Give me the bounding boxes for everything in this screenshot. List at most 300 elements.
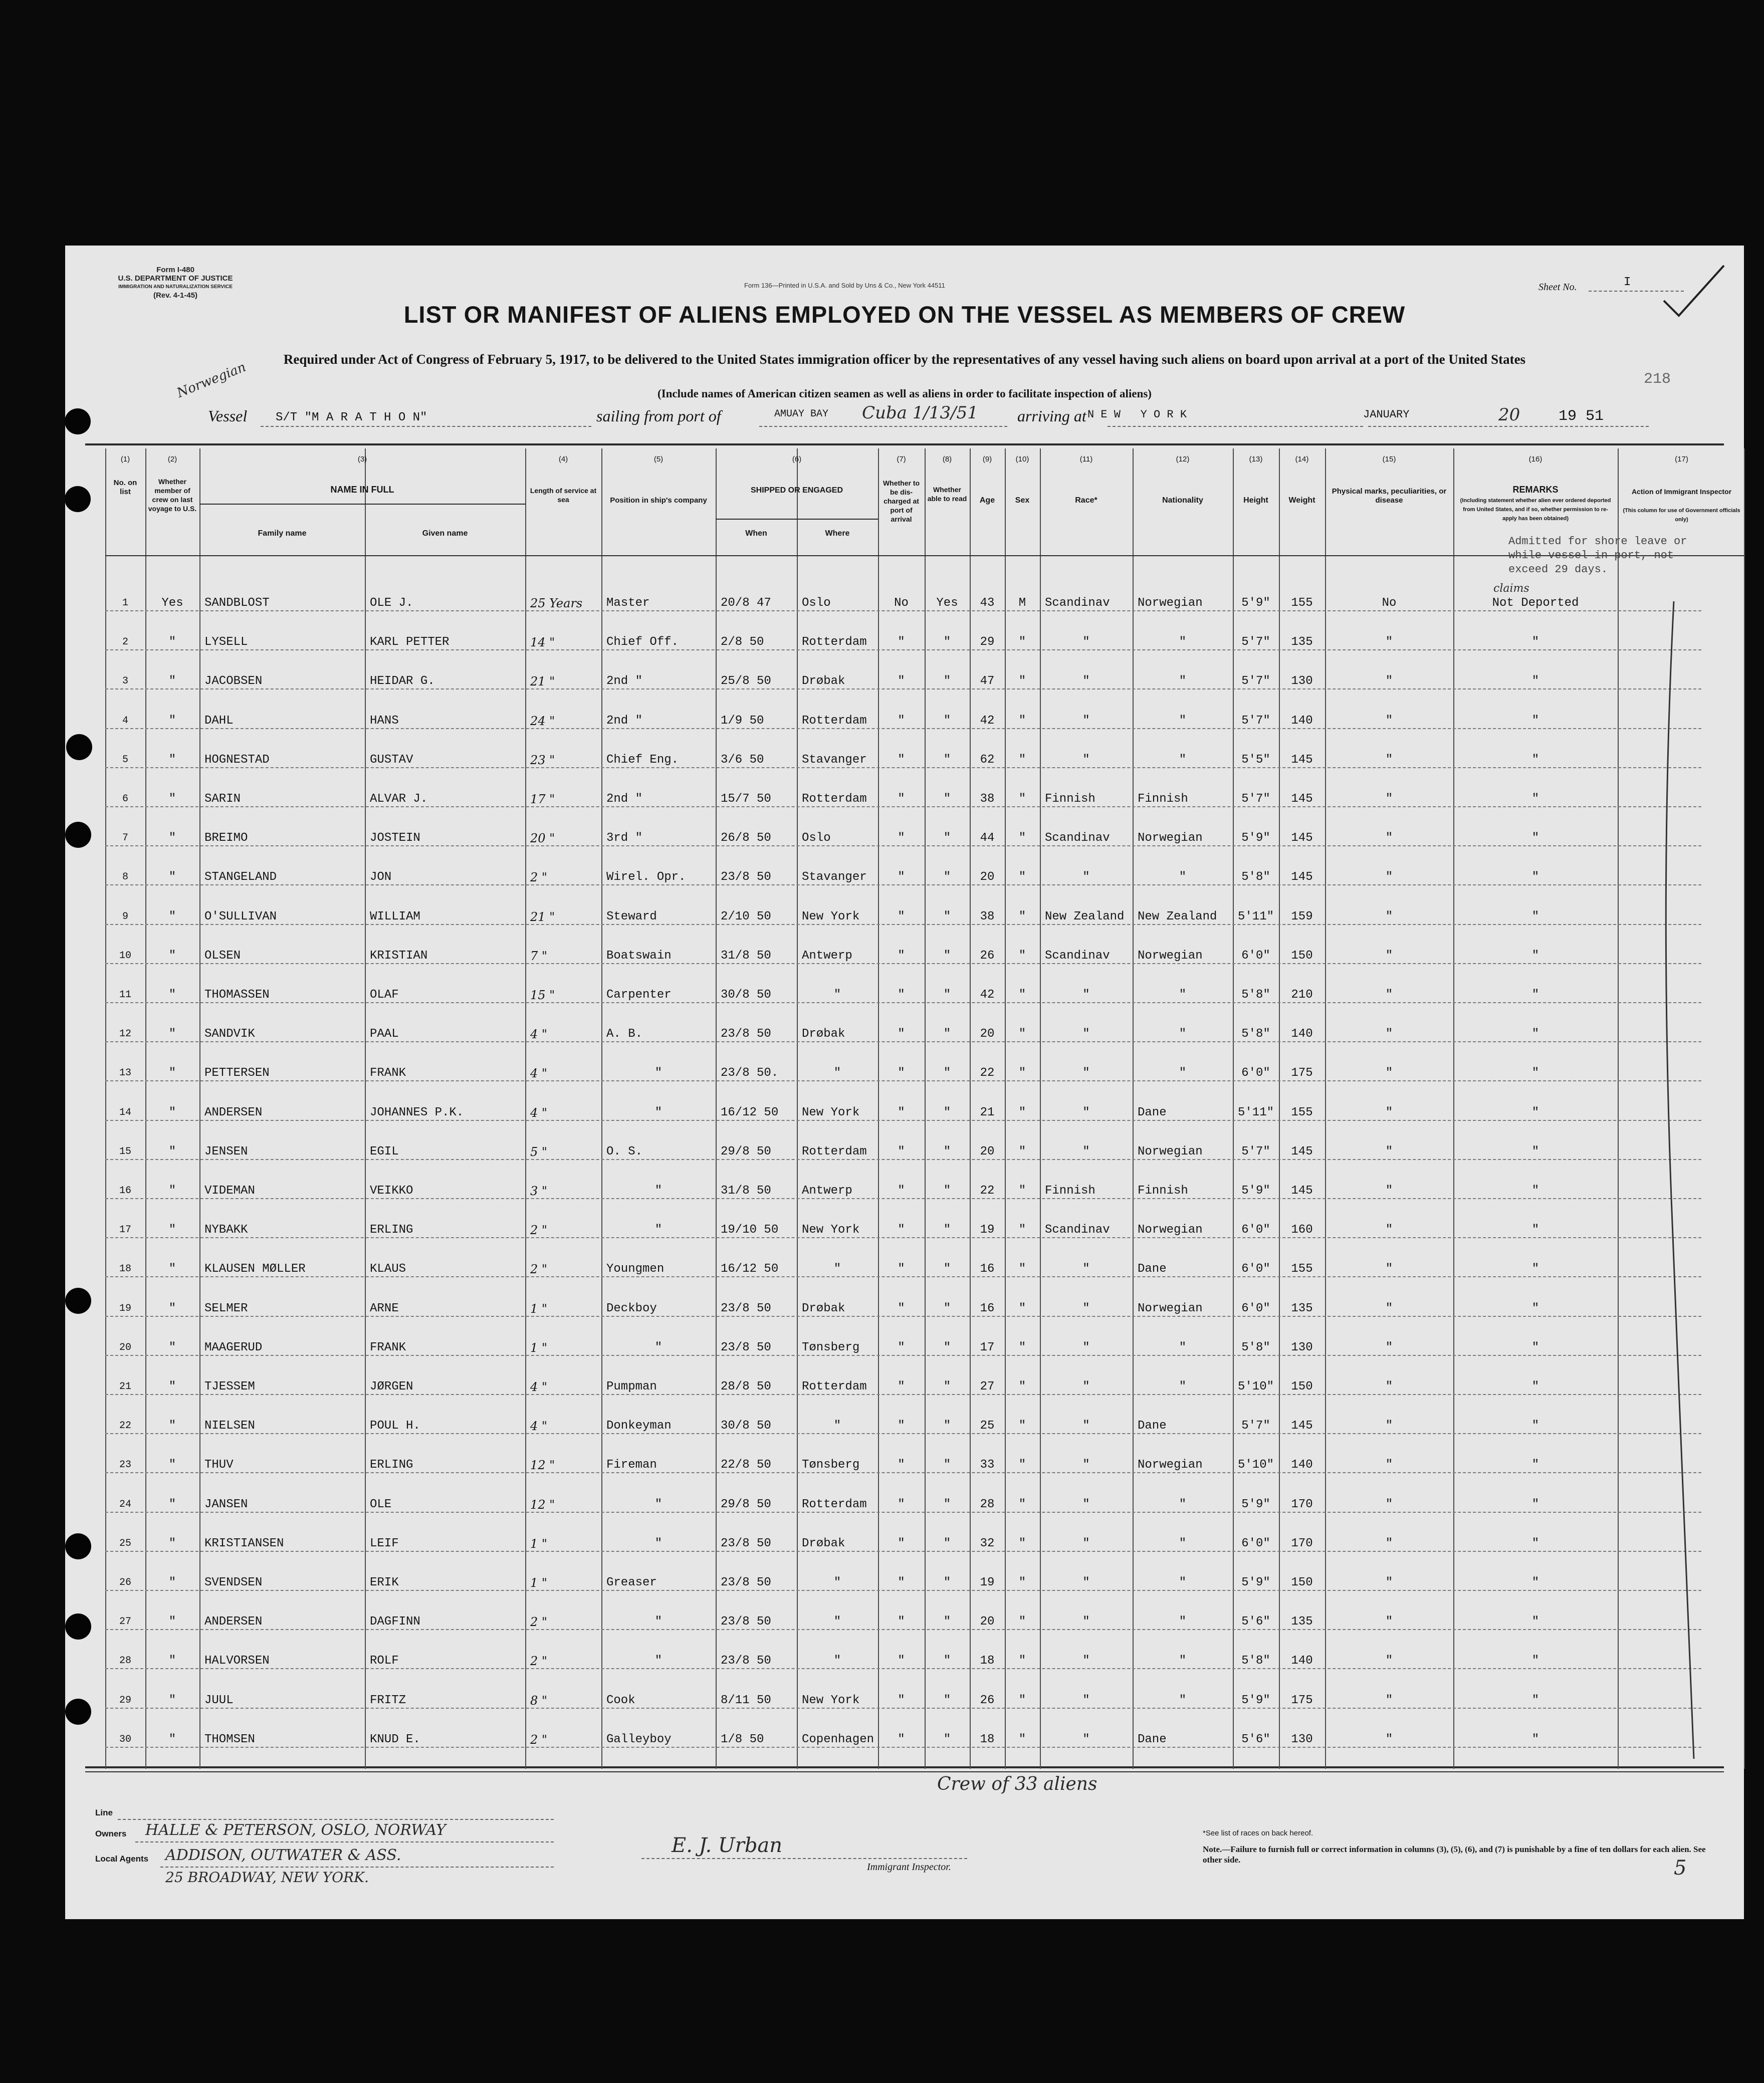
cell-where: Antwerp: [802, 949, 852, 963]
cell-race: ": [1082, 988, 1090, 1002]
cell-given: FRANK: [370, 1066, 406, 1080]
cell-sex: ": [1018, 949, 1026, 963]
cell-race: ": [1082, 1380, 1090, 1394]
cell-where: Drøbak: [802, 1536, 845, 1550]
cell-age: 43: [980, 596, 995, 610]
arrival-day: 20: [1498, 405, 1520, 425]
cell-remarks: ": [1531, 949, 1539, 963]
cell-when: 8/11 50: [721, 1693, 771, 1707]
cell-position: 2nd ": [606, 674, 643, 688]
cell-sex: ": [1018, 1693, 1026, 1707]
cell-nationality: ": [1179, 1027, 1187, 1041]
cell-position: ": [654, 1654, 663, 1668]
cell-disch: ": [898, 1458, 905, 1472]
cell-family: BREIMO: [204, 831, 248, 845]
column-number: (16): [1528, 455, 1542, 464]
cell-nationality: Dane: [1138, 1105, 1167, 1119]
cell-race: ": [1082, 1419, 1090, 1433]
cell-weight: 140: [1291, 1027, 1313, 1041]
races-note: *See list of races on back hereof.: [1203, 1829, 1313, 1837]
cell-nationality: ": [1179, 870, 1187, 884]
sheet-label: Sheet No.: [1538, 282, 1577, 293]
cell-race: ": [1082, 1301, 1090, 1315]
cell-nationality: Norwegian: [1138, 949, 1203, 963]
cell-race: ": [1082, 1732, 1090, 1746]
row-divider: [105, 1355, 1701, 1356]
cell-physical: ": [1385, 714, 1393, 728]
cell-weight: 135: [1291, 1615, 1313, 1629]
cell-no: 30: [119, 1733, 131, 1745]
cell-service: 2 ": [530, 1732, 547, 1747]
row-divider: [105, 845, 1701, 846]
manifest-sheet: [65, 246, 1744, 1919]
cell-read: ": [943, 1419, 951, 1433]
cell-when: 2/10 50: [721, 909, 771, 923]
cell-position: Chief Eng.: [606, 753, 679, 767]
cell-no: 4: [122, 715, 128, 727]
cell-family: HALVORSEN: [204, 1654, 270, 1668]
cell-physical: ": [1385, 635, 1393, 649]
cell-read: ": [943, 1497, 951, 1511]
port-from-annotation: Cuba 1/13/51: [862, 403, 978, 423]
cell-given: ERIK: [370, 1576, 399, 1589]
cell-position: Greaser: [606, 1576, 657, 1589]
cell-read: ": [943, 1184, 951, 1198]
cell-read: ": [943, 1105, 951, 1119]
cell-family: TJESSEM: [204, 1380, 255, 1394]
cell-prev: ": [168, 1027, 176, 1041]
vessel-label: Vessel: [208, 407, 248, 425]
cell-physical: ": [1385, 1184, 1393, 1198]
cell-disch: ": [898, 988, 905, 1002]
cell-read: ": [943, 1458, 951, 1472]
cell-weight: 145: [1291, 831, 1313, 845]
cell-family: JENSEN: [204, 1144, 248, 1159]
cell-race: ": [1082, 1458, 1090, 1472]
cell-prev: ": [168, 635, 176, 649]
cell-height: 5'8": [1241, 1027, 1270, 1041]
cell-height: 6'0": [1241, 1301, 1270, 1315]
cell-where: ": [833, 1654, 841, 1668]
row-divider: [105, 1394, 1701, 1395]
cell-position: Fireman: [606, 1458, 657, 1472]
cell-race: Scandinav: [1045, 831, 1110, 845]
row-divider: [105, 1002, 1701, 1003]
cell-position: ": [654, 1184, 663, 1198]
cell-family: THOMSEN: [204, 1732, 255, 1746]
cell-given: POUL H.: [370, 1419, 420, 1433]
cell-no: 14: [119, 1106, 131, 1118]
cell-service: 14 ": [530, 635, 555, 650]
cell-disch: ": [898, 1419, 905, 1433]
column-number: (1): [120, 455, 130, 464]
cell-where: Stavanger: [802, 753, 867, 767]
row-divider: [105, 728, 1701, 729]
cell-prev: ": [168, 753, 176, 767]
binder-hole: [65, 1613, 91, 1640]
cell-height: 5'9": [1241, 596, 1270, 610]
cell-physical: ": [1385, 753, 1393, 767]
cell-read: ": [943, 1536, 951, 1550]
cell-where: ": [833, 1576, 841, 1589]
cell-service: 4 ": [530, 1380, 547, 1394]
cell-sex: ": [1018, 1419, 1026, 1433]
cell-position: ": [654, 1536, 663, 1550]
cell-where: Rotterdam: [802, 792, 867, 806]
cell-remarks: ": [1531, 1497, 1539, 1511]
header-physical: Physical marks, peculiarities, or disease: [1332, 487, 1447, 505]
cell-physical: ": [1385, 1419, 1393, 1433]
cell-where: Tønsberg: [802, 1340, 860, 1354]
cell-family: SANDBLOST: [204, 596, 270, 610]
agents-address: 25 BROADWAY, NEW YORK.: [165, 1869, 369, 1886]
cell-where: ": [833, 988, 841, 1002]
cell-position: Pumpman: [606, 1380, 657, 1394]
cell-nationality: Norwegian: [1138, 1223, 1203, 1237]
cell-when: 30/8 50: [721, 988, 771, 1002]
cell-nationality: ": [1179, 714, 1187, 728]
page-mark: 5: [1674, 1857, 1687, 1880]
cell-remarks: ": [1531, 753, 1539, 767]
cell-read: ": [943, 988, 951, 1002]
cell-sex: ": [1018, 870, 1026, 884]
cell-age: 32: [980, 1536, 995, 1550]
agents-label: Local Agents: [95, 1854, 149, 1864]
cell-read: ": [943, 1693, 951, 1707]
cell-age: 20: [980, 1615, 995, 1629]
cell-remarks: ": [1531, 1576, 1539, 1589]
cell-height: 5'7": [1241, 714, 1270, 728]
cell-remarks: ": [1531, 1223, 1539, 1237]
cell-read: ": [943, 1027, 951, 1041]
cell-when: 19/10 50: [721, 1223, 779, 1237]
column-number: (3): [357, 455, 367, 464]
cell-read: ": [943, 870, 951, 884]
cell-prev: ": [168, 1223, 176, 1237]
header-shipped: SHIPPED OR ENGAGED: [750, 486, 843, 495]
header-discharged: Whether to be dis-charged at port of arrival: [883, 479, 920, 523]
cell-age: 38: [980, 909, 995, 923]
cell-when: 30/8 50: [721, 1419, 771, 1433]
cell-when: 15/7 50: [721, 792, 771, 806]
cell-nationality: ": [1179, 1654, 1187, 1668]
cell-disch: No: [894, 596, 909, 610]
cell-when: 2/8 50: [721, 635, 764, 649]
cell-prev: ": [168, 870, 176, 884]
cell-disch: ": [898, 674, 905, 688]
cell-remarks: ": [1531, 1458, 1539, 1472]
cell-given: ERLING: [370, 1458, 413, 1472]
cell-prev: ": [168, 1419, 176, 1433]
cell-service: 2 ": [530, 1262, 547, 1277]
cell-age: 17: [980, 1340, 995, 1354]
cell-service: 21 ": [530, 674, 555, 689]
cell-position: ": [654, 1223, 663, 1237]
column-number: (12): [1176, 455, 1190, 464]
cell-sex: ": [1018, 1144, 1026, 1159]
cell-age: 20: [980, 1027, 995, 1041]
cell-given: JØRGEN: [370, 1380, 413, 1394]
cell-age: 21: [980, 1105, 995, 1119]
cell-race: ": [1082, 1693, 1090, 1707]
cell-prev: ": [168, 1262, 176, 1276]
row-divider: [105, 1629, 1701, 1630]
cell-height: 5'8": [1241, 870, 1270, 884]
note-label: Note.: [1203, 1844, 1222, 1854]
cell-where: ": [833, 1066, 841, 1080]
cell-given: JOSTEIN: [370, 831, 420, 845]
cell-physical: No: [1382, 596, 1397, 610]
cell-race: ": [1082, 1144, 1090, 1159]
cell-height: 5'9": [1241, 831, 1270, 845]
cell-remarks: Not Deported: [1492, 596, 1579, 610]
cell-weight: 145: [1291, 1184, 1313, 1198]
cell-given: KRISTIAN: [370, 949, 428, 963]
cell-age: 47: [980, 674, 995, 688]
cell-weight: 130: [1291, 674, 1313, 688]
column-number: (17): [1675, 455, 1688, 464]
cell-where: Oslo: [802, 831, 831, 845]
cell-prev: Yes: [161, 596, 183, 610]
cell-sex: ": [1018, 1301, 1026, 1315]
cell-race: Scandinav: [1045, 596, 1110, 610]
inspector-signature: E. J. Urban: [672, 1834, 783, 1857]
cell-read: ": [943, 635, 951, 649]
cell-prev: ": [168, 1066, 176, 1080]
cell-read: ": [943, 909, 951, 923]
cell-no: 25: [119, 1537, 131, 1549]
cell-race: ": [1082, 1497, 1090, 1511]
cell-height: 5'9": [1241, 1693, 1270, 1707]
department: U.S. DEPARTMENT OF JUSTICE: [118, 274, 233, 283]
cell-position: A. B.: [606, 1027, 643, 1041]
cell-family: O'SULLIVAN: [204, 909, 277, 923]
form-subtitle-note: (Include names of American citizen seamen as well as aliens in order to facilitate inspection of aliens): [657, 387, 1152, 400]
cell-weight: 130: [1291, 1340, 1313, 1354]
cell-height: 6'0": [1241, 1536, 1270, 1550]
cell-position: Steward: [606, 909, 657, 923]
cell-race: ": [1082, 1615, 1090, 1629]
cell-sex: ": [1018, 1458, 1026, 1472]
cell-when: 22/8 50: [721, 1458, 771, 1472]
cell-disch: ": [898, 714, 905, 728]
row-divider: [105, 767, 1701, 768]
cell-position: Carpenter: [606, 988, 672, 1002]
claims-note: claims: [1493, 582, 1529, 595]
cell-weight: 175: [1291, 1693, 1313, 1707]
cell-remarks: ": [1531, 870, 1539, 884]
vessel-name: S/T "M A R A T H O N": [276, 411, 427, 424]
cell-sex: ": [1018, 988, 1026, 1002]
cell-sex: ": [1018, 792, 1026, 806]
cell-disch: ": [898, 1380, 905, 1394]
cell-nationality: Norwegian: [1138, 596, 1203, 610]
cell-nationality: ": [1179, 1380, 1187, 1394]
cell-family: SANDVIK: [204, 1027, 255, 1041]
cell-weight: 145: [1291, 753, 1313, 767]
cell-height: 5'5": [1241, 753, 1270, 767]
cell-nationality: ": [1179, 1576, 1187, 1589]
cell-race: ": [1082, 1340, 1090, 1354]
cell-when: 23/8 50.: [721, 1066, 779, 1080]
revision: (Rev. 4-1-45): [153, 291, 198, 300]
cell-family: STANGELAND: [204, 870, 277, 884]
cell-disch: ": [898, 1262, 905, 1276]
cell-given: WILLIAM: [370, 909, 420, 923]
cell-nationality: ": [1179, 1066, 1187, 1080]
cell-age: 62: [980, 753, 995, 767]
cell-family: VIDEMAN: [204, 1184, 255, 1198]
cell-no: 8: [122, 871, 128, 883]
header-name-in-full: NAME IN FULL: [330, 485, 394, 495]
column-number: (6): [792, 455, 802, 464]
cell-disch: ": [898, 1576, 905, 1589]
cell-sex: ": [1018, 635, 1026, 649]
cell-no: 26: [119, 1577, 131, 1588]
row-divider: [105, 649, 1701, 650]
cell-physical: ": [1385, 1615, 1393, 1629]
binder-hole: [65, 408, 91, 434]
cell-no: 29: [119, 1694, 131, 1706]
printer-note: Form 136—Printed in U.S.A. and Sold by Uns & Co., New York 44511: [744, 282, 945, 289]
cell-nationality: ": [1179, 674, 1187, 688]
cell-age: 38: [980, 792, 995, 806]
cell-height: 6'0": [1241, 949, 1270, 963]
cell-race: Scandinav: [1045, 1223, 1110, 1237]
cell-position: Chief Off.: [606, 635, 679, 649]
cell-no: 7: [122, 832, 128, 844]
cell-service: 2 ": [530, 1654, 547, 1669]
cell-age: 29: [980, 635, 995, 649]
cell-physical: ": [1385, 1654, 1393, 1668]
row-divider: [105, 884, 1701, 885]
cell-position: Wirel. Opr.: [606, 870, 686, 884]
cell-given: OLAF: [370, 988, 399, 1002]
cell-where: Drøbak: [802, 1301, 845, 1315]
cell-race: ": [1082, 1576, 1090, 1589]
cell-given: OLE: [370, 1497, 392, 1511]
cell-remarks: ": [1531, 1536, 1539, 1550]
cell-weight: 130: [1291, 1732, 1313, 1746]
cell-service: 24 ": [530, 714, 555, 728]
cell-prev: ": [168, 714, 176, 728]
header-height: Height: [1243, 496, 1268, 505]
row-divider: [105, 1668, 1701, 1669]
cell-sex: ": [1018, 1262, 1026, 1276]
cell-remarks: ": [1531, 1654, 1539, 1668]
header-where: Where: [825, 529, 850, 538]
cell-given: ARNE: [370, 1301, 399, 1315]
row-divider: [105, 688, 1701, 689]
cell-given: EGIL: [370, 1144, 399, 1159]
cell-race: ": [1082, 1536, 1090, 1550]
cell-sex: ": [1018, 1536, 1026, 1550]
cell-remarks: ": [1531, 1693, 1539, 1707]
column-number: (11): [1079, 455, 1093, 464]
row-divider: [105, 610, 1701, 611]
column-number: (13): [1249, 455, 1263, 464]
row-divider: [105, 1041, 1701, 1042]
cell-read: ": [943, 1615, 951, 1629]
cell-remarks: ": [1531, 988, 1539, 1002]
binder-hole: [66, 734, 92, 760]
cell-height: 5'11": [1237, 1105, 1274, 1119]
cell-read: ": [943, 949, 951, 963]
cell-position: Donkeyman: [606, 1419, 672, 1433]
cell-age: 26: [980, 949, 995, 963]
cell-prev: ": [168, 1536, 176, 1550]
cell-given: LEIF: [370, 1536, 399, 1550]
cell-remarks: ": [1531, 1027, 1539, 1041]
binder-hole: [65, 1699, 91, 1725]
cell-weight: 150: [1291, 1380, 1313, 1394]
cell-when: 28/8 50: [721, 1380, 771, 1394]
cell-disch: ": [898, 792, 905, 806]
cell-nationality: ": [1179, 1615, 1187, 1629]
cell-weight: 140: [1291, 714, 1313, 728]
cell-position: ": [654, 1105, 663, 1119]
cell-sex: ": [1018, 1184, 1026, 1198]
form-number: Form I-480: [156, 266, 194, 274]
cell-when: 25/8 50: [721, 674, 771, 688]
cell-nationality: ": [1179, 753, 1187, 767]
cell-weight: 135: [1291, 635, 1313, 649]
cell-sex: ": [1018, 714, 1026, 728]
cell-when: 23/8 50: [721, 1301, 771, 1315]
header-remarks-note: (Including statement whether alien ever ordered deported from United States, and if so, whether permission to re-apply has been obtained): [1460, 498, 1611, 522]
cell-physical: ": [1385, 1340, 1393, 1354]
cell-remarks: ": [1531, 792, 1539, 806]
row-divider: [105, 1120, 1701, 1121]
vessel-nationality: Norwegian: [174, 359, 249, 401]
cell-weight: 145: [1291, 870, 1313, 884]
cell-service: 20 ": [530, 831, 555, 846]
cell-sex: ": [1018, 1105, 1026, 1119]
cell-prev: ": [168, 1497, 176, 1511]
cell-no: 10: [119, 950, 131, 962]
cell-race: ": [1082, 635, 1090, 649]
cell-no: 15: [119, 1145, 131, 1158]
header-weight: Weight: [1288, 496, 1315, 505]
cell-disch: ": [898, 949, 905, 963]
cell-family: JANSEN: [204, 1497, 248, 1511]
cell-read: ": [943, 1380, 951, 1394]
cell-height: 5'6": [1241, 1615, 1270, 1629]
cell-family: NYBAKK: [204, 1223, 248, 1237]
cell-physical: ": [1385, 1536, 1393, 1550]
cell-where: Rotterdam: [802, 635, 867, 649]
cell-physical: ": [1385, 1066, 1393, 1080]
cell-position: ": [654, 1497, 663, 1511]
cell-given: FRITZ: [370, 1693, 406, 1707]
cell-given: JOHANNES P.K.: [370, 1105, 464, 1119]
column-divider: [199, 448, 200, 1769]
cell-position: Galleyboy: [606, 1732, 672, 1746]
cell-nationality: ": [1179, 1693, 1187, 1707]
cell-race: ": [1082, 1105, 1090, 1119]
cell-service: 12 ": [530, 1458, 555, 1473]
cell-no: 24: [119, 1498, 131, 1510]
cell-physical: ": [1385, 1497, 1393, 1511]
cell-given: PAAL: [370, 1027, 399, 1041]
column-divider: [365, 448, 366, 1769]
column-divider: [1618, 448, 1619, 1769]
cell-physical: ": [1385, 1458, 1393, 1472]
header-remarks: REMARKS: [1512, 485, 1559, 495]
column-number: (5): [653, 455, 664, 464]
cell-service: 2 ": [530, 870, 547, 885]
cell-family: KLAUSEN MØLLER: [204, 1262, 306, 1276]
